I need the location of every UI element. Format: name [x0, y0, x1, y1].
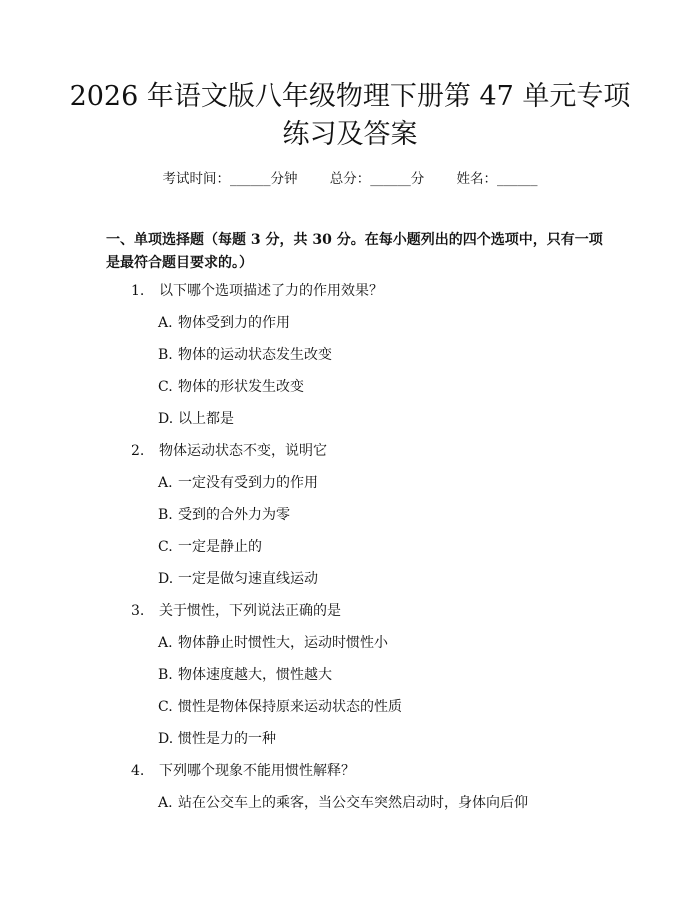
option-letter: D.	[158, 731, 174, 747]
option-letter: A.	[158, 795, 173, 811]
option-letter: D.	[158, 571, 174, 587]
option-letter: A.	[158, 475, 173, 491]
question	[131, 281, 383, 301]
section-heading: 一、单项选择题（每题 3 分，共 30 分。在每小题列出的四个选项中，只有一项是最符合题目要求的。）	[106, 232, 603, 271]
question-number: 1.	[131, 283, 145, 299]
option	[158, 569, 318, 589]
option-text: 一定没有受到力的作用	[178, 475, 318, 491]
option-letter: D.	[158, 411, 174, 427]
option-letter: A.	[158, 315, 173, 331]
option	[158, 697, 402, 717]
option-text: 物体静止时惯性大，运动时惯性小	[178, 635, 388, 651]
option	[158, 665, 332, 685]
option-text: 物体速度越大，惯性越大	[178, 667, 332, 683]
question-text: 物体运动状态不变，说明它	[159, 443, 327, 459]
option-letter: B.	[158, 347, 173, 363]
question	[131, 761, 355, 781]
option-text: 物体的运动状态发生改变	[178, 347, 332, 363]
option	[158, 537, 262, 557]
name-field: 姓名：______	[456, 171, 538, 187]
option-text: 一定是做匀速直线运动	[178, 571, 318, 587]
option-text: 站在公交车上的乘客，当公交车突然启动时，身体向后仰	[178, 795, 528, 811]
option-letter: C.	[158, 699, 173, 715]
option-text: 物体的形状发生改变	[178, 379, 304, 395]
exam-info	[0, 167, 700, 187]
question-number: 2.	[131, 443, 145, 459]
option	[158, 633, 388, 653]
option	[158, 793, 528, 813]
option-letter: C.	[158, 379, 173, 395]
option-text: 惯性是物体保持原来运动状态的性质	[178, 699, 402, 715]
page-title: 2026 年语文版八年级物理下册第 47 单元专项练习及答案	[69, 81, 631, 150]
option-text: 物体受到力的作用	[178, 315, 290, 331]
total-score-field: 总分：______分	[329, 171, 425, 187]
option	[158, 345, 332, 365]
option-text: 一定是静止的	[178, 539, 262, 555]
option	[158, 729, 276, 749]
option	[158, 473, 318, 493]
option	[158, 377, 304, 397]
question-text: 关于惯性，下列说法正确的是	[159, 603, 341, 619]
option-letter: B.	[158, 667, 173, 683]
question-number: 3.	[131, 603, 145, 619]
option	[158, 409, 234, 429]
exam-time-field: 考试时间：______分钟	[162, 171, 298, 187]
question	[131, 441, 327, 461]
option-letter: B.	[158, 507, 173, 523]
option-text: 以上都是	[178, 411, 234, 427]
option	[158, 313, 290, 333]
option-text: 惯性是力的一种	[178, 731, 276, 747]
option-letter: C.	[158, 539, 173, 555]
question	[131, 601, 341, 621]
question-number: 4.	[131, 763, 145, 779]
option	[158, 505, 290, 525]
option-text: 受到的合外力为零	[178, 507, 290, 523]
question-text: 以下哪个选项描述了力的作用效果？	[159, 283, 383, 299]
option-letter: A.	[158, 635, 173, 651]
question-text: 下列哪个现象不能用惯性解释？	[159, 763, 355, 779]
